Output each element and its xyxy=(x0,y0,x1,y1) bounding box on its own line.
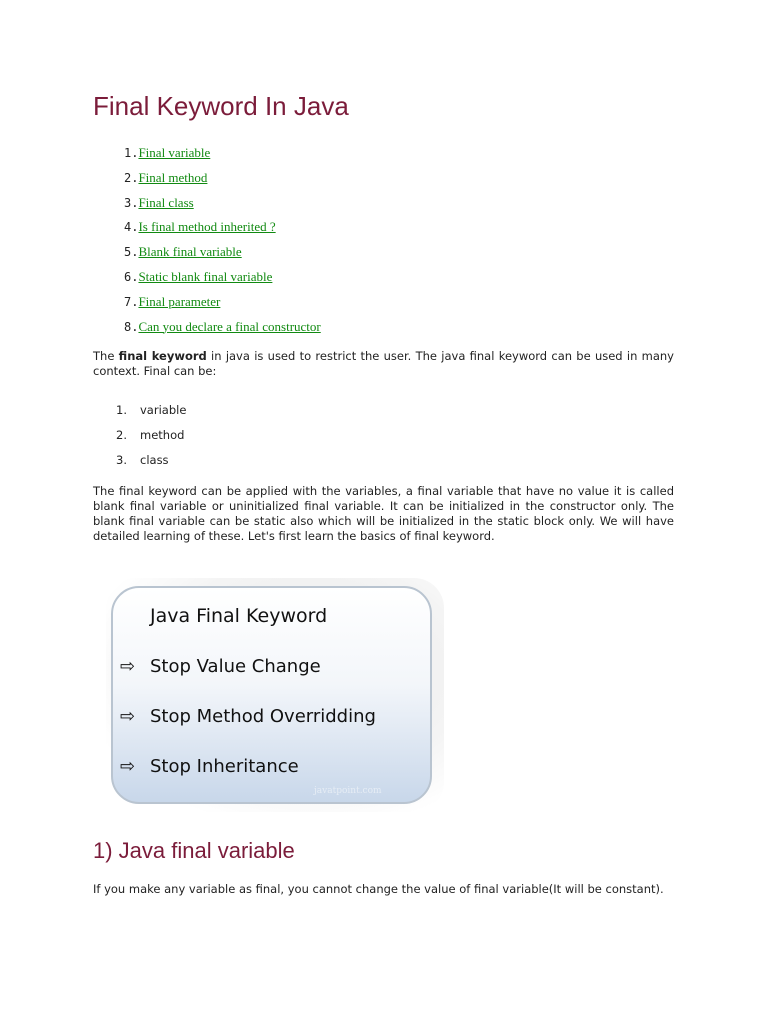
figure-item xyxy=(120,756,299,777)
figure-item xyxy=(120,706,376,727)
table-of-contents xyxy=(124,143,321,341)
section-heading: 1) Java final variable xyxy=(93,838,295,863)
intro-text-after: in java is used to restrict the user. The java final keyword can be used in many context. Final can be: xyxy=(93,349,674,378)
figure-item-label: Stop Value Change xyxy=(150,656,321,677)
toc-item xyxy=(124,217,321,242)
toc-number: 2. xyxy=(124,170,139,185)
toc-number: 5. xyxy=(124,245,139,260)
toc-link-final-class[interactable]: Final class xyxy=(138,194,194,210)
toc-link-final-constructor[interactable]: Can you declare a final constructor xyxy=(138,318,321,334)
list-number: 3. xyxy=(116,453,127,467)
figure-title: Java Final Keyword xyxy=(150,605,328,627)
list-label: method xyxy=(140,428,185,442)
toc-number: 8. xyxy=(124,319,139,334)
intro-bold-keyword: final keyword xyxy=(118,349,207,363)
figure-item-label: Stop Inheritance xyxy=(150,756,299,777)
section-paragraph: If you make any variable as final, you cannot change the value of final variable(It will be constant). xyxy=(93,882,664,896)
arrow-right-icon: ⇨ xyxy=(120,706,136,727)
arrow-right-icon: ⇨ xyxy=(120,756,136,777)
intro-paragraph xyxy=(93,349,674,379)
toc-link-static-blank-final-variable[interactable]: Static blank final variable xyxy=(138,268,273,284)
toc-link-final-variable[interactable]: Final variable xyxy=(138,145,211,160)
toc-item xyxy=(124,292,321,317)
intro-text-before: The xyxy=(93,349,119,363)
toc-link-blank-final-variable[interactable]: Blank final variable xyxy=(138,244,242,260)
page-title: Final Keyword In Java xyxy=(93,91,349,121)
toc-number: 1. xyxy=(124,146,139,160)
list-item xyxy=(116,427,186,452)
toc-number: 7. xyxy=(124,294,139,309)
toc-number: 4. xyxy=(124,220,139,235)
arrow-right-icon: ⇨ xyxy=(120,656,136,677)
toc-number: 6. xyxy=(124,269,139,284)
context-list xyxy=(116,402,186,477)
toc-number: 3. xyxy=(124,195,139,210)
toc-item xyxy=(124,242,321,267)
toc-link-final-method-inherited[interactable]: Is final method inherited ? xyxy=(138,219,276,235)
toc-item xyxy=(124,168,321,193)
explanation-paragraph: The final keyword can be applied with the variables, a final variable that have no value it is called blank final variable or uninitialized final variable. It can be initialized in the constructor only. The blank final variable can be static also which will be initialized in the static block only. We will have detailed learning of these. Let's first learn the basics of final keyword. xyxy=(93,484,674,543)
list-label: variable xyxy=(140,403,187,417)
toc-link-final-parameter[interactable]: Final parameter xyxy=(138,293,221,309)
figure-watermark: javatpoint.com xyxy=(314,786,382,796)
toc-item xyxy=(124,317,321,342)
figure-item xyxy=(120,656,321,677)
list-item xyxy=(116,402,186,427)
list-item xyxy=(116,452,186,477)
figure-item-label: Stop Method Overridding xyxy=(150,706,376,727)
toc-item xyxy=(124,267,321,292)
list-number: 2. xyxy=(116,428,127,442)
list-label: class xyxy=(140,453,169,467)
toc-link-final-method[interactable]: Final method xyxy=(138,169,208,185)
toc-item xyxy=(124,193,321,218)
list-number: 1. xyxy=(116,403,127,417)
toc-item xyxy=(124,143,321,168)
